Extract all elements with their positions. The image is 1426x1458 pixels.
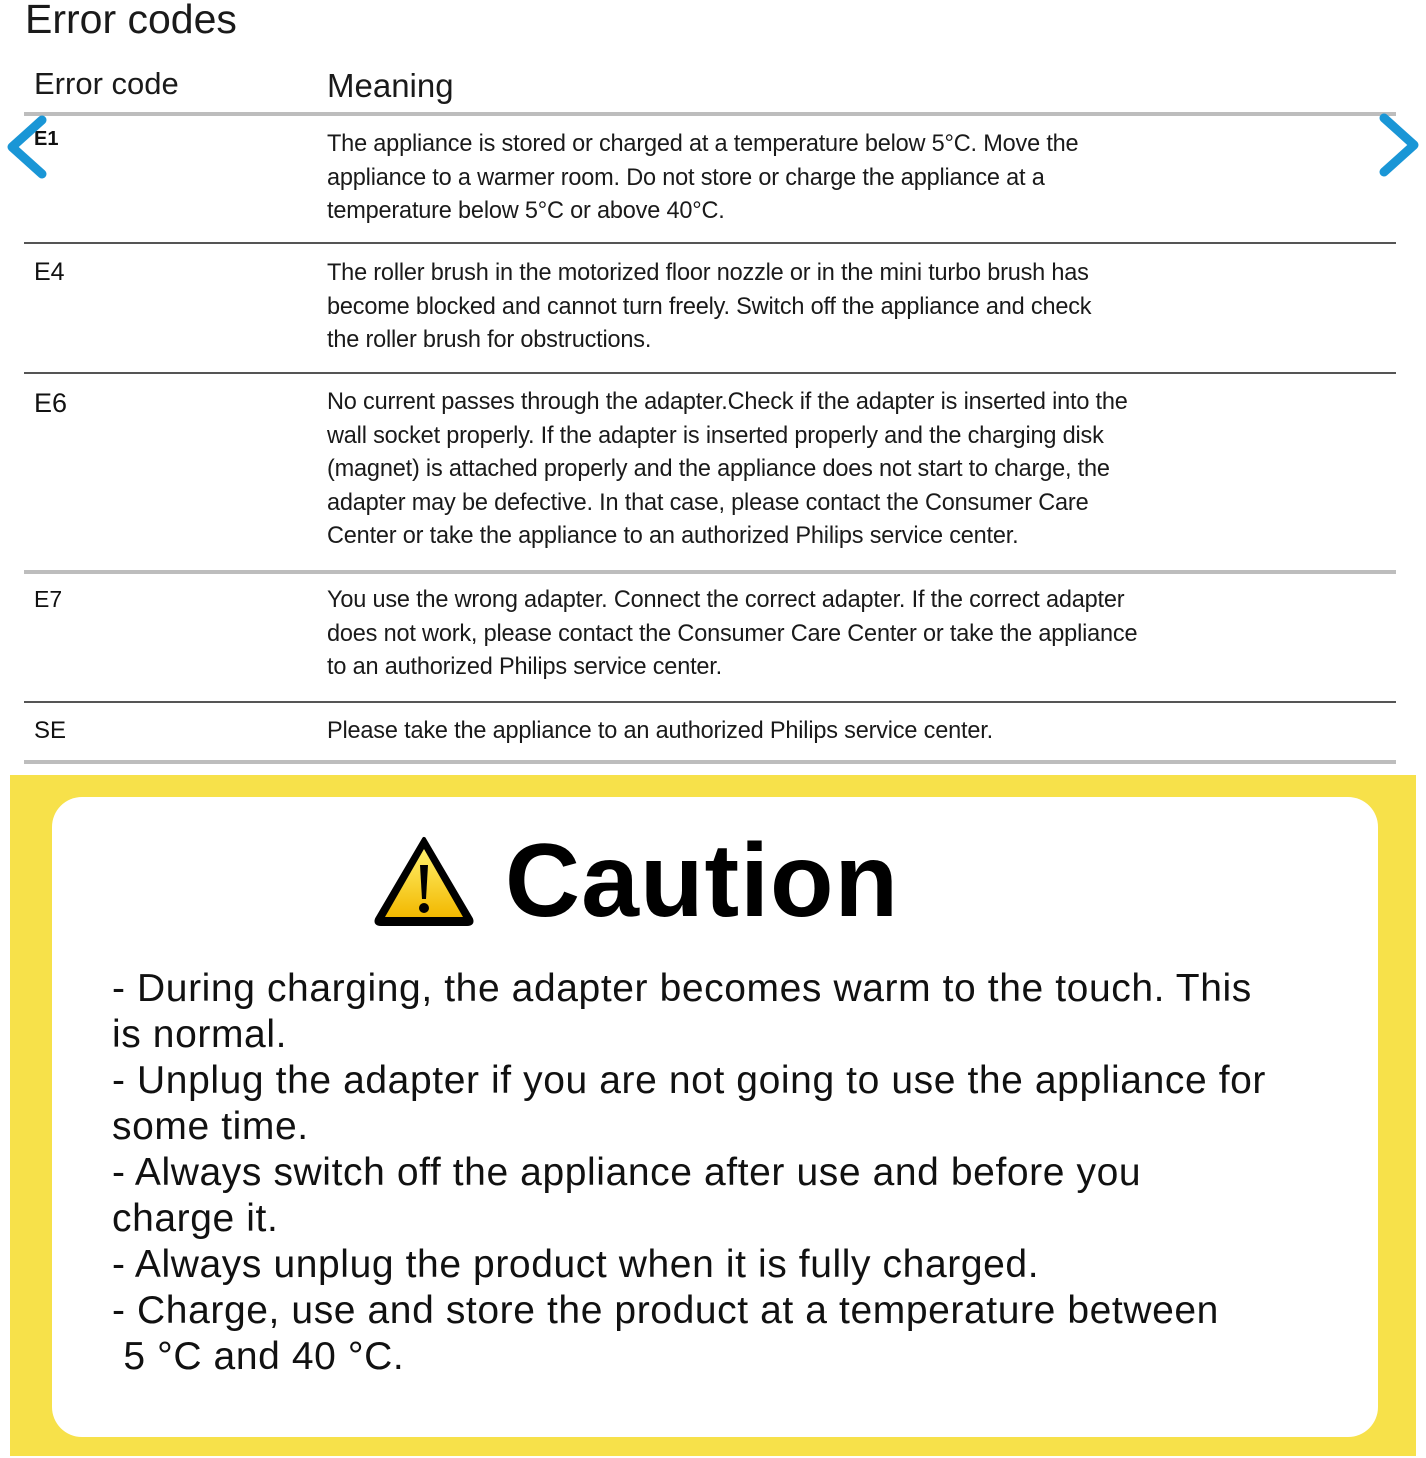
meaning-line: adapter may be defective. In that case, please contact the Consumer Care bbox=[327, 488, 1089, 516]
row-divider bbox=[24, 372, 1396, 374]
error-code-e7: E7 bbox=[34, 586, 63, 612]
meaning-line: temperature below 5°C or above 40°C. bbox=[327, 197, 725, 224]
caution-line: - During charging, the adapter becomes warm to the touch. This bbox=[112, 967, 1252, 1010]
meaning-line: The roller brush in the motorized floor nozzle or in the mini turbo brush has bbox=[327, 259, 1089, 286]
caution-line: charge it. bbox=[112, 1197, 279, 1240]
column-header-meaning: Meaning bbox=[327, 67, 454, 104]
caution-list bbox=[112, 966, 1266, 1380]
caution-line: - Charge, use and store the product at a temperature between bbox=[112, 1289, 1219, 1332]
caution-line: is normal. bbox=[112, 1013, 288, 1056]
caution-line: - Always switch off the appliance after use and before you bbox=[112, 1151, 1142, 1194]
meaning-e1 bbox=[327, 127, 1327, 228]
row-divider bbox=[24, 570, 1396, 574]
meaning-line: You use the wrong adapter. Connect the correct adapter. If the correct adapter bbox=[327, 586, 1125, 613]
meaning-line: Please take the appliance to an authorized Philips service center. bbox=[327, 717, 993, 744]
error-code-se: SE bbox=[34, 717, 67, 744]
meaning-se bbox=[327, 714, 1327, 748]
warning-triangle-icon bbox=[374, 835, 474, 927]
error-code-e1: E1 bbox=[34, 128, 59, 150]
meaning-line: to an authorized Philips service center. bbox=[327, 653, 723, 680]
meaning-line: (magnet) is attached properly and the appliance does not start to charge, the bbox=[327, 455, 1110, 482]
table-bottom-divider bbox=[24, 760, 1396, 764]
error-code-e4: E4 bbox=[34, 258, 65, 286]
page-title: Error codes bbox=[25, 0, 237, 42]
meaning-line: wall socket properly. If the adapter is inserted properly and the charging disk bbox=[327, 421, 1104, 449]
next-button[interactable] bbox=[1374, 110, 1424, 180]
row-divider bbox=[24, 242, 1396, 244]
column-header-error-code: Error code bbox=[34, 66, 179, 101]
meaning-e7 bbox=[327, 583, 1327, 684]
meaning-line: become blocked and cannot turn freely. Switch off the appliance and check bbox=[327, 292, 1092, 320]
caution-line: - Unplug the adapter if you are not going to use the appliance for bbox=[112, 1059, 1267, 1102]
chevron-left-icon bbox=[2, 112, 52, 182]
caution-line: 5 °C and 40 °C. bbox=[112, 1335, 405, 1378]
meaning-line: Center or take the appliance to an authorized Philips service center. bbox=[327, 522, 1019, 549]
header-divider bbox=[24, 112, 1396, 116]
chevron-right-icon bbox=[1374, 110, 1424, 180]
meaning-e4 bbox=[327, 256, 1327, 357]
meaning-line: the roller brush for obstructions. bbox=[327, 326, 652, 353]
caution-title: Caution bbox=[505, 823, 900, 939]
meaning-line: No current passes through the adapter.Check if the adapter is inserted into the bbox=[327, 388, 1128, 415]
row-divider bbox=[24, 701, 1396, 703]
meaning-e6 bbox=[327, 385, 1327, 553]
caution-line: - Always unplug the product when it is fully charged. bbox=[112, 1243, 1040, 1286]
meaning-line: does not work, please contact the Consumer Care Center or take the appliance bbox=[327, 619, 1138, 647]
meaning-line: The appliance is stored or charged at a temperature below 5°C. Move the bbox=[327, 130, 1079, 157]
meaning-line: appliance to a warmer room. Do not store or charge the appliance at a bbox=[327, 163, 1045, 191]
caution-line: some time. bbox=[112, 1105, 309, 1148]
error-code-e6: E6 bbox=[34, 388, 68, 418]
prev-button[interactable] bbox=[2, 112, 52, 182]
